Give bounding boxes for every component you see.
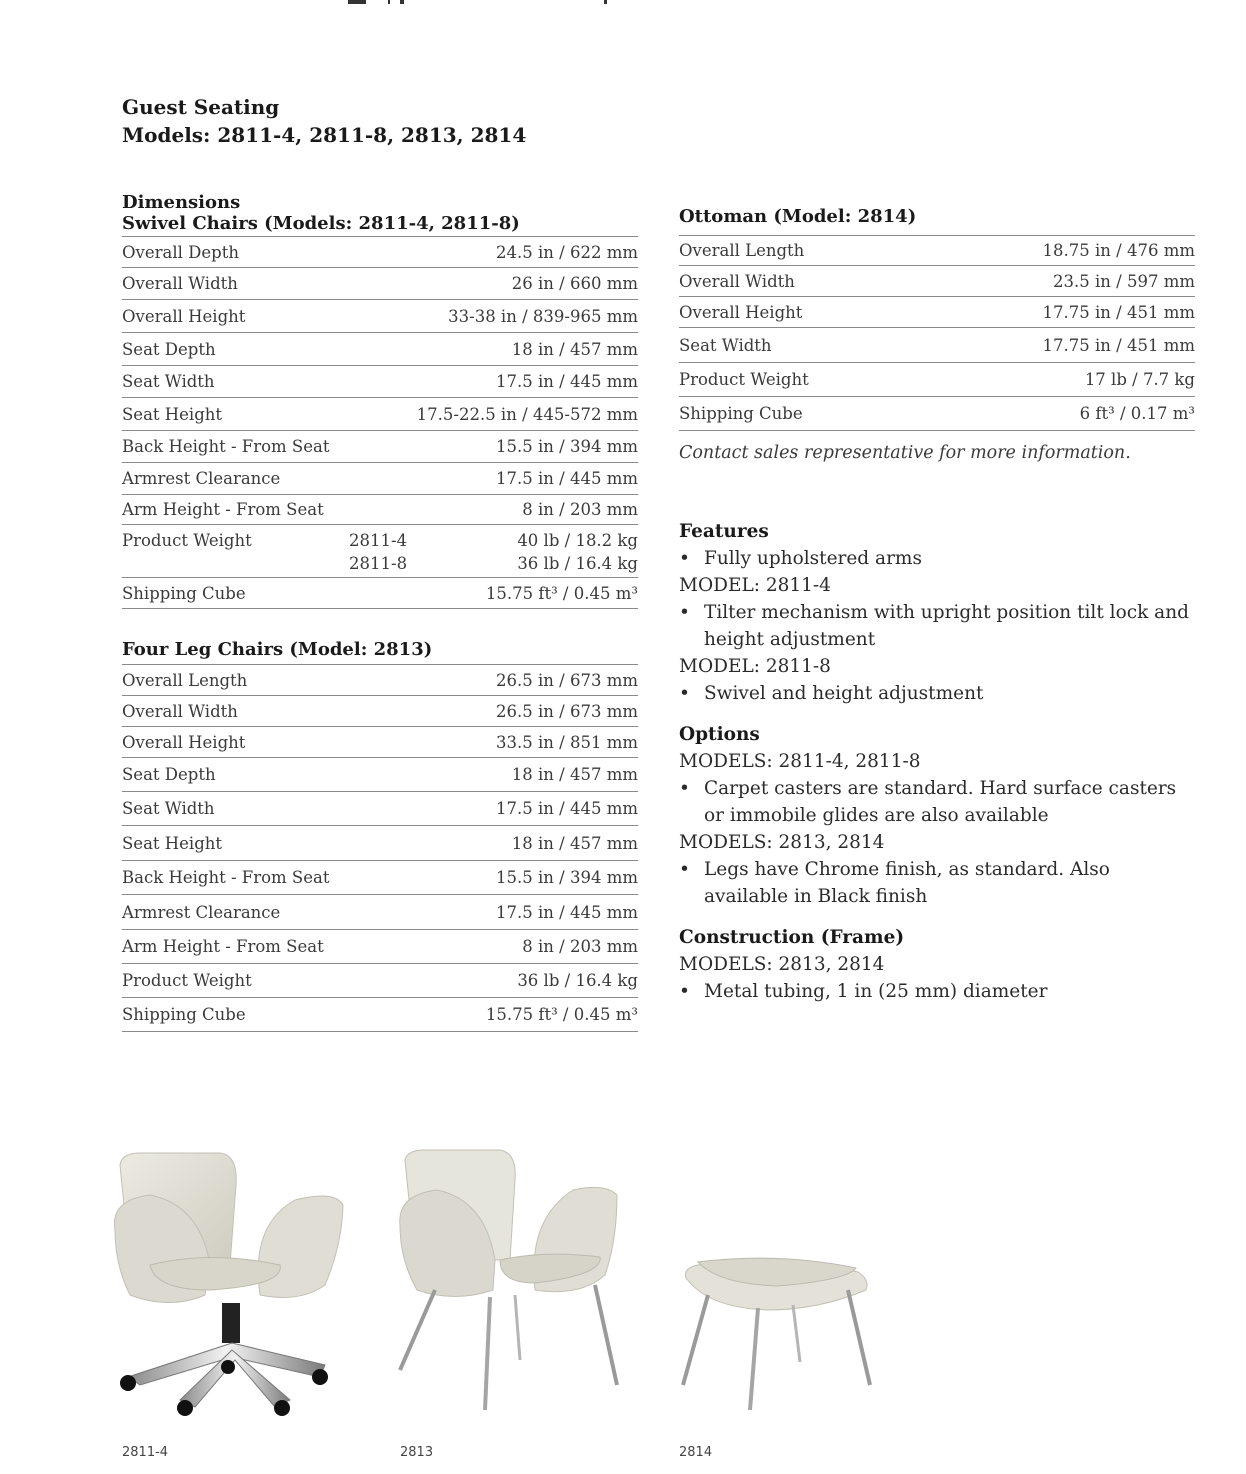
table-row	[679, 397, 1195, 431]
row-label: Armrest Clearance	[122, 469, 281, 488]
table-row	[122, 861, 638, 895]
page-title	[122, 93, 526, 149]
table-row	[679, 363, 1195, 397]
row-value: 17.75 in / 451 mm	[1042, 335, 1195, 355]
row-label: Seat Width	[122, 372, 215, 391]
row-label: Seat Width	[122, 799, 215, 818]
table-row	[122, 895, 638, 930]
row-value: 17.5 in / 445 mm	[496, 902, 638, 922]
four-leg-dimensions-table	[122, 664, 638, 1032]
row-value: 15.5 in / 394 mm	[496, 437, 638, 456]
caption-2814: 2814	[679, 1445, 713, 1460]
caption-2813: 2813	[400, 1445, 434, 1460]
row-value: 33-38 in / 839-965 mm	[448, 306, 638, 326]
row-label: Shipping Cube	[679, 404, 803, 423]
row-label: Overall Width	[122, 701, 238, 721]
weight-values	[517, 529, 638, 575]
row-label: Overall Height	[679, 302, 803, 322]
row-label: Overall Length	[122, 670, 248, 690]
bullet-item: • Carpet casters are standard. Hard surface casters or immobile glides are also available	[679, 775, 1199, 829]
row-value: 15.75 ft³ / 0.45 m³	[485, 583, 638, 603]
cropped-divider	[388, 0, 390, 4]
table-row	[122, 237, 638, 268]
row-value: 8 in / 203 mm	[522, 500, 638, 519]
bullet-item: • Swivel and height adjustment	[679, 680, 1199, 707]
cropped-header-fragment	[330, 0, 630, 4]
model-label: MODELS: 2813, 2814	[679, 832, 885, 853]
caption-2811-4: 2811-4	[122, 1445, 169, 1460]
features-section	[679, 519, 1199, 1005]
table-row	[679, 297, 1195, 328]
row-label: Product Weight	[679, 370, 809, 389]
title-line-2: Models: 2811-4, 2811-8, 2813, 2814	[122, 123, 527, 147]
model-list	[349, 529, 517, 575]
table-row	[122, 431, 638, 463]
options-heading: Options	[679, 724, 760, 745]
row-label: Back Height - From Seat	[122, 868, 330, 887]
bullet-item: • Fully upholstered arms	[679, 545, 1199, 572]
cropped-glyph	[604, 0, 607, 4]
ottoman-heading: Ottoman (Model: 2814)	[679, 206, 917, 227]
table-row-product-weight	[122, 525, 638, 578]
model-label: MODEL: 2811-8	[679, 656, 831, 677]
ottoman-image	[678, 1250, 878, 1415]
row-value: 17.5 in / 445 mm	[496, 372, 638, 391]
table-row	[679, 236, 1195, 266]
row-value: 18.75 in / 476 mm	[1042, 241, 1195, 260]
row-value: 40 lb / 18.2 kg	[517, 531, 638, 550]
model-label: MODELS: 2811-4, 2811-8	[679, 751, 921, 772]
row-label: Shipping Cube	[122, 583, 246, 603]
bullet-item: • Legs have Chrome finish, as standard. Also available in Black finish	[679, 856, 1199, 910]
row-value: 17.5-22.5 in / 445-572 mm	[416, 404, 638, 424]
cropped-glyph	[400, 0, 404, 4]
swivel-chair-image	[110, 1145, 350, 1420]
dimensions-heading: Dimensions	[122, 192, 241, 213]
row-label: Overall Height	[122, 306, 246, 326]
table-row	[122, 268, 638, 300]
row-label: Overall Length	[679, 241, 805, 260]
table-row	[122, 727, 638, 758]
row-value: 17.5 in / 445 mm	[496, 469, 638, 488]
features-heading: Features	[679, 521, 769, 542]
row-value: 18 in / 457 mm	[511, 765, 638, 784]
row-value: 18 in / 457 mm	[511, 833, 638, 853]
row-label: Seat Depth	[122, 765, 216, 784]
row-value: 36 lb / 16.4 kg	[517, 971, 638, 990]
construction-heading: Construction (Frame)	[679, 927, 905, 948]
table-row	[122, 758, 638, 792]
row-value: 17 lb / 7.7 kg	[1084, 370, 1195, 389]
model-number: 2811-4	[349, 531, 408, 550]
four-leg-chair-image	[395, 1145, 625, 1420]
table-row	[122, 333, 638, 366]
table-row	[122, 665, 638, 696]
row-label: Overall Depth	[122, 242, 239, 262]
right-column	[679, 206, 1195, 463]
table-row	[122, 495, 638, 525]
row-value: 18 in / 457 mm	[511, 339, 638, 359]
row-value: 15.75 ft³ / 0.45 m³	[485, 1005, 638, 1024]
table-row	[122, 998, 638, 1032]
contact-note: Contact sales representative for more information.	[679, 443, 1131, 463]
row-value: 24.5 in / 622 mm	[496, 242, 638, 262]
bullet-item: • Tilter mechanism with upright position tilt lock and height adjustment	[679, 599, 1199, 653]
table-row	[679, 328, 1195, 363]
row-value: 17.5 in / 445 mm	[496, 799, 638, 818]
row-value: 8 in / 203 mm	[522, 937, 638, 956]
model-label: MODELS: 2813, 2814	[679, 954, 885, 975]
row-label: Overall Width	[679, 271, 795, 291]
table-row	[122, 696, 638, 727]
swivel-dimensions-table	[122, 236, 638, 609]
row-label: Overall Width	[122, 274, 238, 293]
table-row	[122, 826, 638, 861]
row-value: 26.5 in / 673 mm	[496, 670, 638, 690]
table-row	[122, 366, 638, 398]
four-leg-chairs-heading: Four Leg Chairs (Model: 2813)	[122, 639, 433, 660]
table-row	[122, 964, 638, 998]
table-row	[122, 930, 638, 964]
row-value: 17.75 in / 451 mm	[1042, 302, 1195, 322]
row-label: Seat Depth	[122, 339, 216, 359]
row-label: Seat Width	[679, 335, 772, 355]
table-row	[122, 578, 638, 609]
row-label: Product Weight	[122, 531, 252, 550]
table-row	[679, 266, 1195, 297]
title-line-1: Guest Seating	[122, 95, 280, 119]
row-label: Arm Height - From Seat	[122, 500, 324, 519]
table-row	[122, 463, 638, 495]
left-column	[122, 192, 638, 1032]
row-label: Shipping Cube	[122, 1005, 246, 1024]
row-value: 36 lb / 16.4 kg	[517, 554, 638, 573]
row-label: Seat Height	[122, 833, 223, 853]
table-row	[122, 300, 638, 333]
row-label: Armrest Clearance	[122, 902, 281, 922]
row-label: Arm Height - From Seat	[122, 937, 324, 956]
row-value: 6 ft³ / 0.17 m³	[1079, 404, 1195, 423]
model-label: MODEL: 2811-4	[679, 575, 831, 596]
row-value: 15.5 in / 394 mm	[496, 868, 638, 887]
row-label: Seat Height	[122, 404, 223, 424]
row-label: Back Height - From Seat	[122, 437, 330, 456]
ottoman-dimensions-table	[679, 235, 1195, 431]
row-value: 26 in / 660 mm	[511, 274, 638, 293]
row-label: Overall Height	[122, 732, 246, 752]
row-value: 26.5 in / 673 mm	[496, 701, 638, 721]
swivel-chairs-heading: Swivel Chairs (Models: 2811-4, 2811-8)	[122, 213, 520, 234]
table-row	[122, 398, 638, 431]
cropped-glyph	[348, 0, 366, 4]
row-value: 23.5 in / 597 mm	[1053, 271, 1195, 291]
row-label: Product Weight	[122, 971, 252, 990]
model-number: 2811-8	[349, 554, 408, 573]
row-value: 33.5 in / 851 mm	[496, 732, 638, 752]
table-row	[122, 792, 638, 826]
bullet-item: • Metal tubing, 1 in (25 mm) diameter	[679, 978, 1199, 1005]
